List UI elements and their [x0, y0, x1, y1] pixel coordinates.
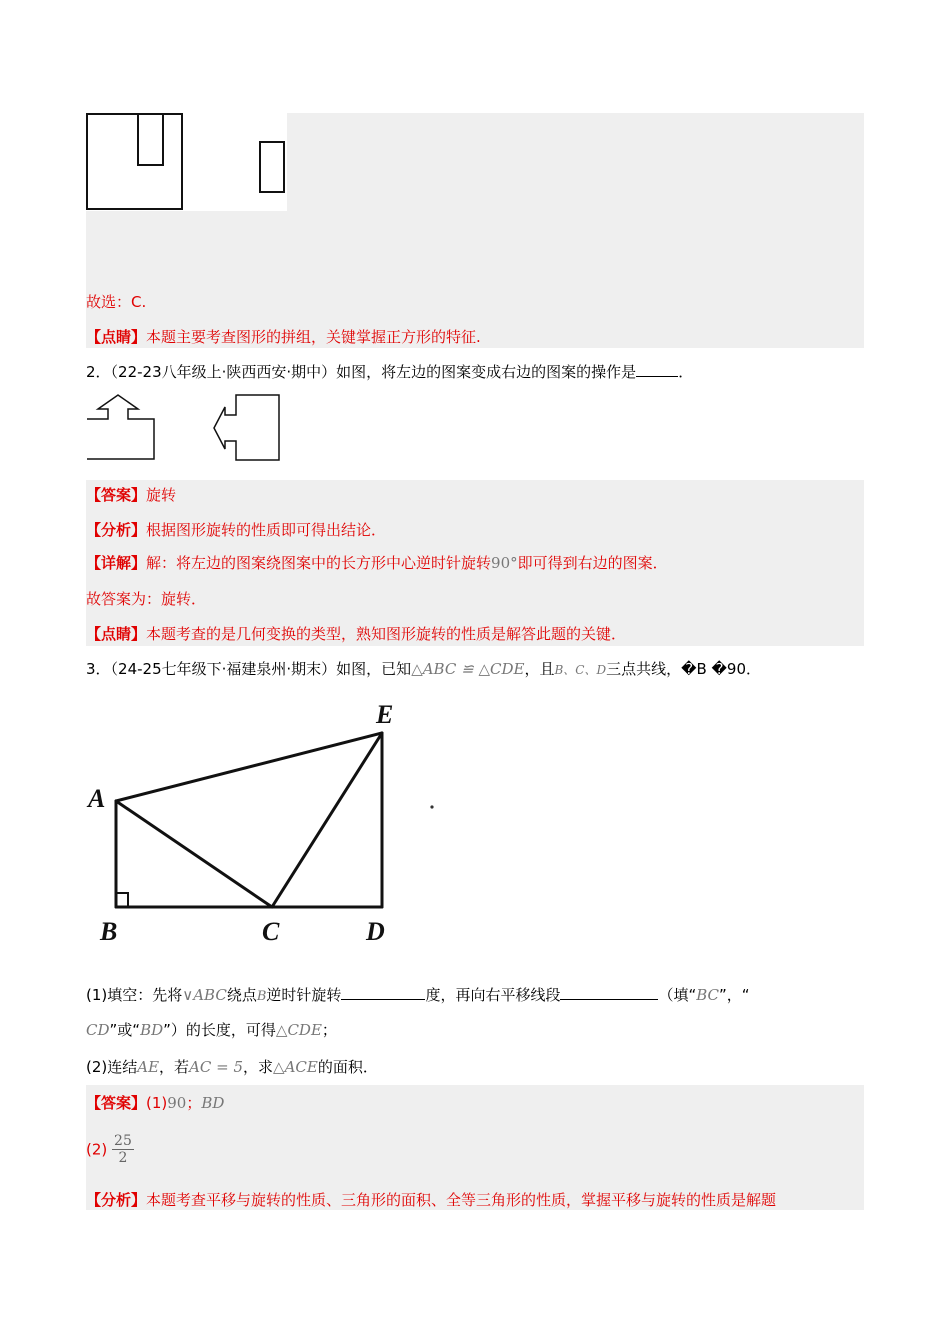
answer-90: 90: [167, 1094, 187, 1112]
answer-line-3-part-2: [86, 1130, 134, 1168]
question-3-part-2: [86, 1057, 378, 1077]
answer-part-label: (2): [86, 1140, 108, 1159]
punctuation: ．: [746, 660, 762, 678]
comment-tag: 【点睛】: [86, 328, 147, 346]
question-source: （22-23八年级上·陕西西安·期中）: [110, 363, 337, 381]
detail-tag: 【详解】: [86, 554, 147, 572]
label-D: D: [366, 917, 385, 946]
part-text: （填“: [658, 986, 697, 1004]
right-angle-mark: [116, 893, 128, 907]
triangle-ACE: △ACE: [273, 1058, 318, 1076]
answer-text: 旋转: [146, 486, 177, 504]
detail-text: 解：将左边的图案绕图案中的长方形中心逆时针旋转: [146, 554, 492, 572]
analysis-line-3: [86, 1190, 776, 1210]
part-text: 的面积．: [317, 1058, 378, 1076]
rotation-figure: [86, 393, 286, 463]
final-answer-2: 故答案为：旋转．: [86, 590, 207, 608]
part-text: ，求: [243, 1058, 274, 1076]
analysis-tag: 【分析】: [86, 521, 147, 539]
part-text: ”）的长度，可得: [163, 1021, 276, 1039]
comment-line-1: [86, 327, 481, 347]
part-text: (2)连结: [86, 1058, 138, 1076]
triangle-ABC: ∨ABC: [182, 986, 227, 1004]
angle-expr: �B �90: [681, 660, 747, 678]
answer-choice-line: 故选：C.: [86, 293, 147, 311]
degree-value: 90°: [491, 554, 518, 572]
triangle-figure: [86, 695, 446, 955]
answer-line-2: [86, 485, 176, 505]
segment-CE: [272, 733, 382, 907]
blank-degrees: [341, 985, 425, 1000]
answer-blank: [636, 362, 678, 377]
question-text: ，且: [524, 660, 555, 678]
small-rectangle: [260, 142, 284, 192]
part-text: 度，再向右平移线段: [425, 986, 561, 1004]
detail-text-end: 即可得到右边的图案．: [517, 554, 668, 572]
option-BC: BC: [696, 986, 720, 1004]
blank-segment: [560, 985, 658, 1000]
segment-AE-text: AE: [137, 1058, 160, 1076]
triangle-CDE: △CDE: [275, 1021, 322, 1039]
condition-AC: AC = 5: [189, 1058, 244, 1076]
analysis-tag: 【分析】: [86, 1191, 147, 1209]
figure-squares: [86, 113, 287, 211]
part-text: ；: [321, 1021, 337, 1039]
fraction-denominator: 2: [118, 1150, 128, 1166]
separator: ；: [186, 1094, 202, 1112]
question-text: 三点共线，: [606, 660, 682, 678]
analysis-text: 根据图形旋转的性质即可得出结论．: [146, 521, 387, 539]
part-text: 逆时针旋转: [266, 986, 342, 1004]
label-B: B: [100, 917, 118, 946]
answer-part-label: (1): [146, 1094, 168, 1112]
question-text: 如图，已知: [336, 660, 412, 678]
part-text: ”或“: [109, 1021, 141, 1039]
segment-AE: [116, 733, 382, 801]
label-C: C: [262, 917, 280, 946]
point-B: B: [256, 989, 267, 1004]
analysis-line-2: [86, 520, 386, 540]
comment-tag: 【点睛】: [86, 625, 147, 643]
punctuation: ．: [678, 363, 694, 381]
detail-line-2: [86, 553, 668, 573]
label-A: A: [88, 784, 106, 813]
answer-tag: 【答案】: [86, 486, 147, 504]
question-2-stem: [86, 362, 693, 382]
option-BD: BD: [140, 1021, 164, 1039]
collinear-points: B、C、D: [554, 663, 607, 677]
option-CD: CD: [86, 1021, 110, 1039]
question-text: 如图，将左边的图案变成右边的图案的操作是: [336, 363, 637, 381]
question-source: （24-25七年级下·福建泉州·期末）: [110, 660, 337, 678]
part-text: ，若: [159, 1058, 190, 1076]
segment-AC: [116, 801, 272, 907]
question-number: 3．: [86, 660, 111, 678]
label-E: E: [376, 700, 394, 729]
question-3-part-1-cont: [86, 1020, 337, 1040]
comment-line-2: [86, 624, 626, 644]
question-3-part-1: [86, 985, 750, 1007]
square-pieces-figure: [86, 113, 287, 211]
part-text: (1)填空：先将: [86, 986, 183, 1004]
comment-text: 本题主要考查图形的拼组，关键掌握正方形的特征.: [146, 328, 481, 346]
question-3-stem: [86, 659, 761, 680]
answer-BD: BD: [201, 1094, 225, 1112]
question-number: 2．: [86, 363, 111, 381]
congruence-expr: △ABC ≌ △CDE: [411, 660, 525, 678]
answer-line-3: [86, 1093, 224, 1113]
fraction-numerator: 25: [114, 1133, 132, 1149]
answer-tag: 【答案】: [86, 1094, 147, 1112]
comment-text: 本题考查的是几何变换的类型，熟知图形旋转的性质是解答此题的关键．: [146, 625, 627, 643]
part-text: ”，“: [719, 986, 750, 1004]
part-text: 绕点: [226, 986, 257, 1004]
analysis-text: 本题考查平移与旋转的性质、三角形的面积、全等三角形的性质，掌握平移与旋转的性质是解题: [146, 1191, 777, 1209]
fraction-25-over-2: [112, 1133, 134, 1166]
